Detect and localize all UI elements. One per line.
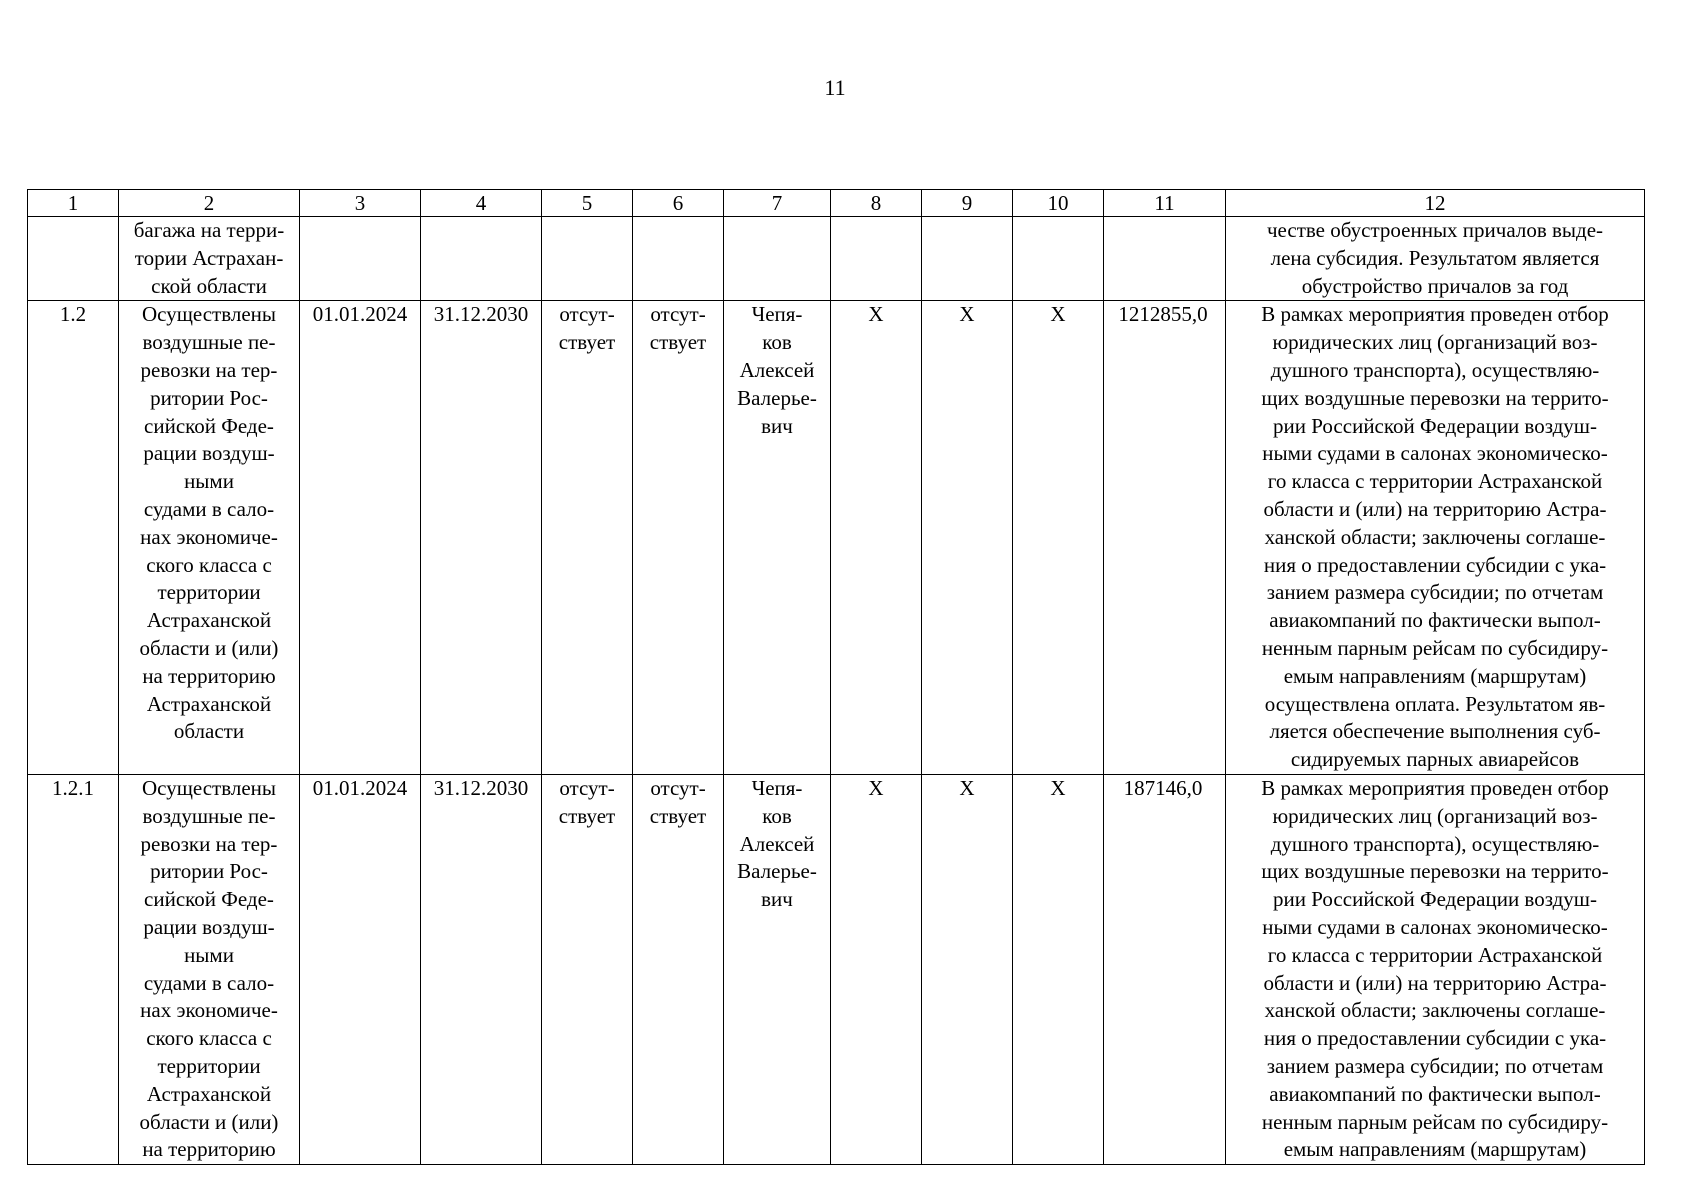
column-header: 6	[633, 190, 724, 217]
cell-start-date: 01.01.2024	[300, 301, 421, 775]
cell-name: Осуществлены воздушные пе- ревозки на тер- ритории Рос- сийской Феде- рации воздуш- ными судами в сало- нах экономиче- ского класса с территории Астраханской области и (или) на территорию Астраханской области	[119, 301, 300, 775]
column-header: 4	[421, 190, 542, 217]
cell-empty	[28, 217, 119, 301]
table-row-continuation	[28, 217, 1645, 301]
cell-col6: отсут- ствует	[633, 774, 724, 1164]
measures-table	[27, 189, 1645, 1165]
cell-name: багажа на терри- тории Астрахан- ской области	[119, 217, 300, 301]
cell-col10: Х	[1013, 301, 1104, 775]
cell-empty	[922, 217, 1013, 301]
cell-empty	[633, 217, 724, 301]
cell-empty	[421, 217, 542, 301]
column-header: 10	[1013, 190, 1104, 217]
column-header: 9	[922, 190, 1013, 217]
cell-col6: отсут- ствует	[633, 301, 724, 775]
cell-end-date: 31.12.2030	[421, 301, 542, 775]
cell-col8: Х	[831, 301, 922, 775]
cell-responsible: Чепя- ков Алексей Валерье- вич	[724, 774, 831, 1164]
cell-description: В рамках мероприятия проведен отбор юридических лиц (организаций воз- душного транспорта), осуществляю- щих воздушные перевозки на террито- рии Российской Федерации воздуш- ными судами в салонах экономическо- го класса с территории Астраханской области и (или) на территорию Астра- ханской области; заключены соглаше- ния о предоставлении субсидии с ука- занием размера субсидии; по отчетам авиакомпаний по фактически выпол- ненным парным рейсам по субсидиру- емым направлениям (маршрутам) осуществлена оплата. Результатом яв- ляется обеспечение выполнения суб- сидируемых парных авиарейсов	[1226, 301, 1645, 775]
column-header: 1	[28, 190, 119, 217]
column-header: 5	[542, 190, 633, 217]
cell-responsible: Чепя- ков Алексей Валерье- вич	[724, 301, 831, 775]
cell-col5: отсут- ствует	[542, 301, 633, 775]
cell-end-date: 31.12.2030	[421, 774, 542, 1164]
cell-empty	[1104, 217, 1226, 301]
column-header: 12	[1226, 190, 1645, 217]
page-number: 11	[824, 75, 846, 100]
cell-col5: отсут- ствует	[542, 774, 633, 1164]
cell-description: честве обустроенных причалов выде- лена субсидия. Результатом является обустройство причалов за год	[1226, 217, 1645, 301]
table-header-row	[28, 190, 1645, 217]
cell-id: 1.2.1	[28, 774, 119, 1164]
column-header: 3	[300, 190, 421, 217]
cell-description: В рамках мероприятия проведен отбор юридических лиц (организаций воз- душного транспорта), осуществляю- щих воздушные перевозки на террито- рии Российской Федерации воздуш- ными судами в салонах экономическо- го класса с территории Астраханской области и (или) на территорию Астра- ханской области; заключены соглаше- ния о предоставлении субсидии с ука- занием размера субсидии; по отчетам авиакомпаний по фактически выпол- ненным парным рейсам по субсидиру- емым направлениям (маршрутам)	[1226, 774, 1645, 1164]
cell-start-date: 01.01.2024	[300, 774, 421, 1164]
cell-empty	[542, 217, 633, 301]
cell-empty	[831, 217, 922, 301]
column-header: 7	[724, 190, 831, 217]
cell-empty	[724, 217, 831, 301]
cell-empty	[300, 217, 421, 301]
table-row	[28, 774, 1645, 1164]
cell-amount: 187146,0	[1104, 774, 1226, 1164]
cell-name: Осуществлены воздушные пе- ревозки на тер- ритории Рос- сийской Феде- рации воздуш- ными судами в сало- нах экономиче- ского класса с территории Астраханской области и (или) на территорию	[119, 774, 300, 1164]
table-row	[28, 301, 1645, 775]
cell-col10: Х	[1013, 774, 1104, 1164]
cell-empty	[1013, 217, 1104, 301]
cell-amount: 1212855,0	[1104, 301, 1226, 775]
cell-col9: Х	[922, 774, 1013, 1164]
column-header: 2	[119, 190, 300, 217]
cell-col8: Х	[831, 774, 922, 1164]
cell-col9: Х	[922, 301, 1013, 775]
cell-id: 1.2	[28, 301, 119, 775]
column-header: 8	[831, 190, 922, 217]
column-header: 11	[1104, 190, 1226, 217]
